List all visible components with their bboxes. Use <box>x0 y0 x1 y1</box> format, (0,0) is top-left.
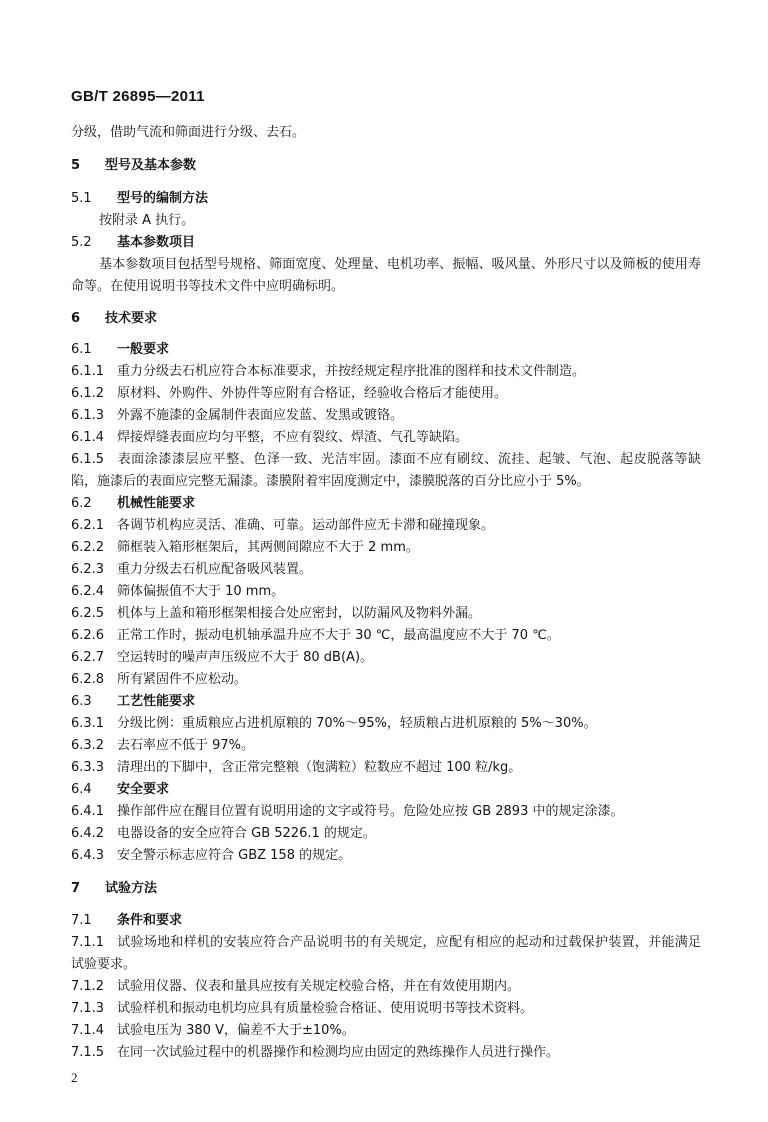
item-text: 所有紧固件不应松动。 <box>117 672 248 687</box>
item-number: 6.2.3 <box>71 562 105 577</box>
item-6-2-7 <box>71 647 701 669</box>
item-number: 6.1.5 <box>71 452 105 467</box>
item-7-1-4 <box>71 1020 701 1042</box>
clause-5-2-heading <box>71 232 701 254</box>
standard-code: GB/T 26895—2011 <box>71 88 205 105</box>
clause-number: 6.1 <box>71 342 92 357</box>
item-text: 筛体偏振值不大于 10 mm。 <box>117 584 285 599</box>
clause-title: 工艺性能要求 <box>117 694 196 709</box>
item-number: 6.1.3 <box>71 408 105 423</box>
item-number: 6.2.1 <box>71 518 105 533</box>
item-number: 7.1.1 <box>71 935 105 950</box>
clause-title: 一般要求 <box>117 342 170 357</box>
intro-paragraph: 分级，借助气流和筛面进行分级、去石。 <box>71 125 306 140</box>
item-7-1-3 <box>71 998 701 1020</box>
item-number: 6.2.2 <box>71 540 105 555</box>
item-number: 6.2.4 <box>71 584 105 599</box>
item-text: 各调节机构应灵活、准确、可靠。运动部件应无卡滞和碰撞现象。 <box>117 518 495 533</box>
clause-6-3-heading <box>71 691 701 713</box>
item-number: 6.1.4 <box>71 430 105 445</box>
clause-title: 基本参数项目 <box>117 235 196 250</box>
item-6-1-2 <box>71 383 701 405</box>
clause-6-1-heading <box>71 339 701 361</box>
clause-6-2-heading <box>71 493 701 515</box>
item-6-4-1 <box>71 801 701 823</box>
section-title: 技术要求 <box>105 311 158 326</box>
item-text: 筛框装入箱形框架后，其两侧间隙应不大于 2 mm。 <box>117 540 419 555</box>
item-number: 6.2.5 <box>71 606 105 621</box>
item-text: 去石率应不低于 97%。 <box>117 738 255 753</box>
item-text: 机体与上盖和箱形框架相接合处应密封，以防漏风及物料外漏。 <box>117 606 482 621</box>
item-number: 7.1.5 <box>71 1045 105 1060</box>
item-text: 试验电压为 380 V，偏差不大于±10%。 <box>117 1023 355 1038</box>
clause-7-1-heading <box>71 910 701 932</box>
item-text: 操作部件应在醒目位置有说明用途的文字或符号。危险处应按 GB 2893 中的规定涂漆。 <box>117 804 624 819</box>
item-text: 焊接焊缝表面应均匀平整，不应有裂纹、焊渣、气孔等缺陷。 <box>117 430 469 445</box>
item-number: 6.1.1 <box>71 364 105 379</box>
clause-number: 6.2 <box>71 496 92 511</box>
clause-number: 7.1 <box>71 913 92 928</box>
item-6-1-3 <box>71 405 701 427</box>
item-text: 在同一次试验过程中的机器操作和检测均应由固定的熟练操作人员进行操作。 <box>117 1045 560 1060</box>
clause-title: 安全要求 <box>117 782 170 797</box>
item-7-1-1 <box>71 932 701 976</box>
item-text: 清理出的下脚中，含正常完整粮（饱满粒）粒数应不超过 100 粒/kg。 <box>117 760 522 775</box>
item-text: 试验用仪器、仪表和量具应按有关规定校验合格，并在有效使用期内。 <box>117 979 521 994</box>
section-number: 6 <box>71 311 81 326</box>
item-6-2-8 <box>71 669 701 691</box>
item-6-1-5 <box>71 449 701 493</box>
item-6-4-2 <box>71 823 701 845</box>
item-6-3-2 <box>71 735 701 757</box>
item-6-1-1 <box>71 361 701 383</box>
clause-number: 6.3 <box>71 694 92 709</box>
clause-6-4-heading <box>71 779 701 801</box>
section-title: 试验方法 <box>105 881 158 896</box>
item-number: 6.4.3 <box>71 848 105 863</box>
item-number: 6.2.6 <box>71 628 105 643</box>
item-text: 试验场地和样机的安装应符合产品说明书的有关规定，应配有相应的起动和过载保护装置，并能满足试验要求。 <box>71 935 701 972</box>
clause-number: 5.2 <box>71 235 92 250</box>
item-number: 6.4.1 <box>71 804 105 819</box>
item-6-2-6 <box>71 625 701 647</box>
clause-number: 5.1 <box>71 191 92 206</box>
item-6-3-3 <box>71 757 701 779</box>
item-text: 正常工作时，振动电机轴承温升应不大于 30 ℃，最高温度应不大于 70 ℃。 <box>117 628 560 643</box>
item-text: 电器设备的安全应符合 GB 5226.1 的规定。 <box>117 826 376 841</box>
clause-title: 条件和要求 <box>117 913 183 928</box>
item-6-2-3 <box>71 559 701 581</box>
item-6-2-4 <box>71 581 701 603</box>
item-number: 6.2.8 <box>71 672 105 687</box>
item-number: 6.1.2 <box>71 386 105 401</box>
item-text: 重力分级去石机应配备吸风装置。 <box>117 562 313 577</box>
clause-5-1-text: 按附录 A 执行。 <box>99 213 195 228</box>
item-text: 重力分级去石机应符合本标准要求，并按经规定程序批准的图样和技术文件制造。 <box>117 364 586 379</box>
item-text: 原材料、外购件、外协件等应附有合格证，经验收合格后才能使用。 <box>117 386 508 401</box>
item-6-1-4 <box>71 427 701 449</box>
item-6-2-5 <box>71 603 701 625</box>
item-number: 7.1.4 <box>71 1023 105 1038</box>
item-number: 6.3.3 <box>71 760 105 775</box>
item-number: 6.4.2 <box>71 826 105 841</box>
section-6-heading <box>71 308 701 330</box>
item-7-1-2 <box>71 976 701 998</box>
item-text: 试验样机和振动电机均应具有质量检验合格证、使用说明书等技术资料。 <box>117 1001 534 1016</box>
item-number: 7.1.2 <box>71 979 105 994</box>
item-6-4-3 <box>71 845 701 867</box>
section-number: 7 <box>71 881 81 896</box>
item-7-1-5 <box>71 1042 701 1064</box>
item-text: 分级比例：重质粮应占进机原粮的 70%～95%，轻质粮占进机原粮的 5%～30%。 <box>117 716 597 731</box>
item-text: 空运转时的噪声声压级应不大于 80 dB(A)。 <box>117 650 374 665</box>
item-6-2-2 <box>71 537 701 559</box>
clause-title: 机械性能要求 <box>117 496 196 511</box>
clause-number: 6.4 <box>71 782 92 797</box>
item-number: 7.1.3 <box>71 1001 105 1016</box>
section-title: 型号及基本参数 <box>105 158 197 173</box>
item-6-3-1 <box>71 713 701 735</box>
section-number: 5 <box>71 158 81 173</box>
clause-5-1-heading <box>71 188 701 210</box>
item-6-2-1 <box>71 515 701 537</box>
item-number: 6.2.7 <box>71 650 105 665</box>
item-text: 表面涂漆漆层应平整、色泽一致、光洁牢固。漆面不应有刷纹、流挂、起皱、气泡、起皮脱落等缺陷，施漆后的表面应完整无漏漆。漆膜附着牢固度测定中，漆膜脱落的百分比应小于 5%。 <box>71 452 701 489</box>
clause-5-2-text: 基本参数项目包括型号规格、筛面宽度、处理量、电机功率、振幅、吸风量、外形尺寸以及筛板的使用寿命等。在使用说明书等技术文件中应明确标明。 <box>71 257 701 294</box>
item-text: 安全警示标志应符合 GBZ 158 的规定。 <box>117 848 352 863</box>
page-number: 2 <box>71 1070 78 1085</box>
item-number: 6.3.1 <box>71 716 105 731</box>
clause-title: 型号的编制方法 <box>117 191 209 206</box>
item-text: 外露不施漆的金属制件表面应发蓝、发黑或镀铬。 <box>117 408 404 423</box>
item-number: 6.3.2 <box>71 738 105 753</box>
section-5-heading <box>71 155 701 177</box>
section-7-heading <box>71 878 701 900</box>
